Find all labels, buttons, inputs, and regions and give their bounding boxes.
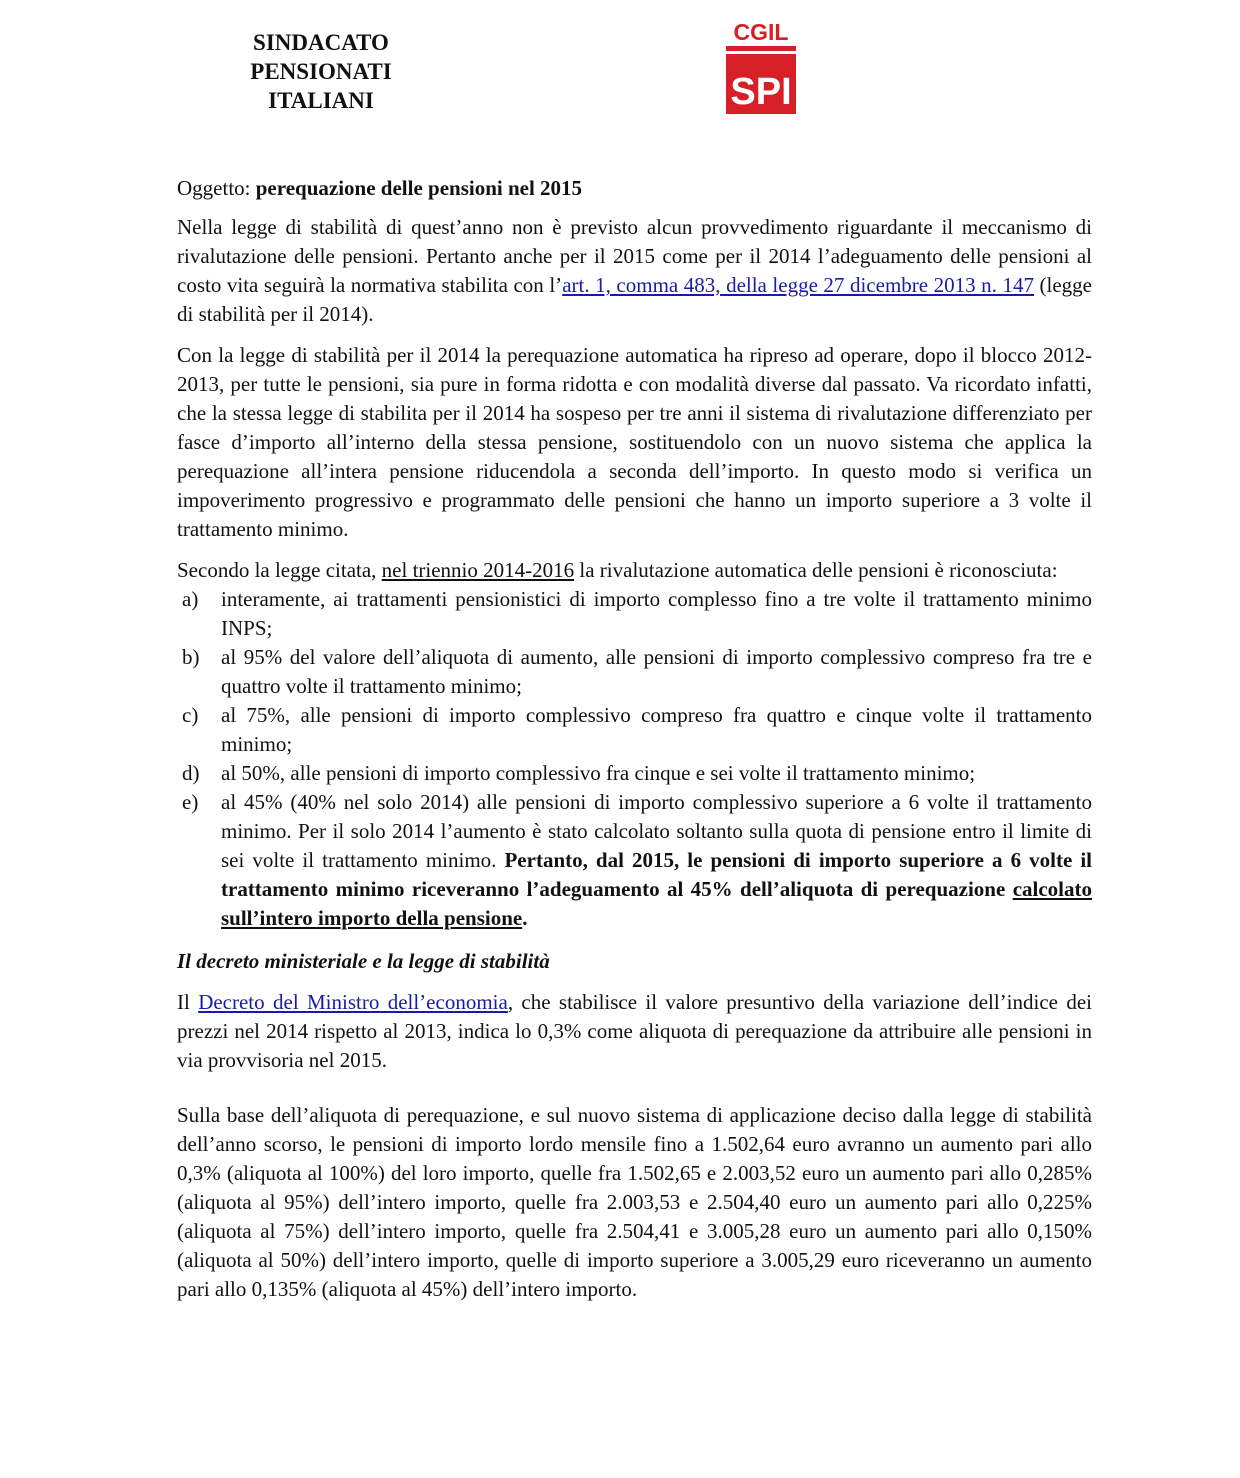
list-marker: a) [182,587,199,611]
list-marker: e) [182,790,199,814]
paragraph-3-underlined: nel triennio 2014-2016 [381,558,575,582]
paragraph-5: Sulla base dell’aliquota di perequazione, e sul nuovo sistema di applicazione deciso dalla legge di stabilità dell’anno scorso, le pensioni di importo lordo mensile fino a 1.502,64 euro avranno un aumento pari allo 0,3% (aliquota al 100%) del loro importo, quelle fra 1.502,65 e 2.003,52 euro un aumento pari allo 0,285% (aliquota al 95%) dell’intero importo, quelle fra 2.003,53 e 2.504,40 euro un aumento pari allo 0,225% (aliquota al 75%) dell’intero importo, quelle fra 2.504,41 e 3.005,28 euro un aumento pari allo 0,150% (aliquota al 50%) dell’intero importo, quelle di importo superiore a 3.005,29 euro riceveranno un aumento pari allo 0,135% (aliquota al 45%) dell’intero importo. [177,1103,1092,1301]
paragraph-4-text-before: Il [177,990,199,1014]
paragraph-3-text-before: Secondo la legge citata, [177,558,382,582]
logo-stripe [726,51,796,54]
org-name-line-1: SINDACATO [253,30,389,55]
revaluation-list [177,585,1092,933]
list-item [177,759,1092,788]
paragraph-3 [177,556,1092,585]
list-item-text: al 45% (40% nel solo 2014) alle pensioni di importo complessivo superiore a 6 volte il trattamento minimo. Per il solo 2014 l’aumento è stato calcolato soltanto sulla quota di pensione entro il limite di sei volte il trattamento minimo. [221,790,1092,872]
paragraph-1 [177,213,1092,329]
list-item [177,701,1092,759]
ministerial-decree-link[interactable]: Decreto del Ministro dell’economia [198,990,508,1014]
list-item [177,643,1092,701]
list-item-bold-text: Pertanto, dal 2015, le pensioni di importo superiore a 6 volte il trattamento minimo riceveranno l’adeguamento al 45% dell’aliquota di perequazione [221,848,1092,901]
logo-top-text: CGIL [733,19,789,45]
list-item [177,788,1092,933]
subject-title: perequazione delle pensioni nel 2015 [255,176,583,200]
paragraph-4 [177,988,1092,1075]
list-marker: c) [182,703,199,727]
list-marker: b) [182,645,200,669]
org-name-line-2: PENSIONATI [250,59,392,84]
list-item [177,585,1092,643]
organization-name [200,28,442,115]
list-item-text: al 95% del valore dell’aliquota di aumento, alle pensioni di importo complessivo compreso fra tre e quattro volte il trattamento minimo; [221,645,1092,698]
list-item-text: al 50%, alle pensioni di importo complessivo fra cinque e sei volte il trattamento minimo; [221,761,976,785]
list-item-bold-underlined-text: calcolato sull’intero importo della pensione [221,877,1092,930]
paragraph-4-text-after: , che stabilisce il valore presuntivo della variazione dell’indice dei prezzi nel 2014 rispetto al 2013, indica lo 0,3% come aliquota di perequazione da attribuire alle pensioni in via provvisoria nel 2015. [177,990,1092,1072]
section-title: Il decreto ministeriale e la legge di stabilità [177,949,550,973]
paragraph-2: Con la legge di stabilità per il 2014 la perequazione automatica ha ripreso ad operare, dopo il blocco 2012-2013, per tutte le pensioni, sia pure in forma ridotta e con modalità diverse dal passato. Va ricordato infatti, che la stessa legge di stabilita per il 2014 ha sospeso per tre anni il sistema di rivalutazione differenziato per fasce d’importo all’interno della stessa pensione, sostituendolo con un nuovo sistema che applica la perequazione all’intera pensione riducendola a seconda dell’importo. In questo modo si verifica un impoverimento progressivo e programmato delle pensioni che hanno un importo superiore a 3 volte il trattamento minimo. [177,343,1092,541]
subject-label: Oggetto: [177,176,256,200]
law-reference-link[interactable]: art. 1, comma 483, della legge 27 dicembre 2013 n. 147 [562,273,1034,297]
list-item-text: al 75%, alle pensioni di importo complessivo compreso fra quattro e cinque volte il trattamento minimo; [221,703,1092,756]
list-item-text: interamente, ai trattamenti pensionistici di importo complesso fino a tre volte il trattamento minimo INPS; [221,587,1092,640]
subject-line [177,174,1092,203]
paragraph-1-text-after: (legge di stabilità per il 2014). [177,273,1092,326]
paragraph-3-text-after: la rivalutazione automatica delle pensioni è riconosciuta: [574,558,1058,582]
org-name-line-3: ITALIANI [268,88,374,113]
list-marker: d) [182,761,200,785]
document-body [177,174,1092,1304]
paragraph-1-text-before: Nella legge di stabilità di quest’anno non è previsto alcun provvedimento riguardante il meccanismo di rivalutazione delle pensioni. Pertanto anche per il 2015 come per il 2014 l’adeguamento delle pensioni al costo vita seguirà la normativa stabilita con l’ [177,215,1092,297]
list-item-bold-end: . [522,906,528,930]
cgil-spi-logo [722,18,800,116]
logo-bottom-text: SPI [730,71,792,113]
